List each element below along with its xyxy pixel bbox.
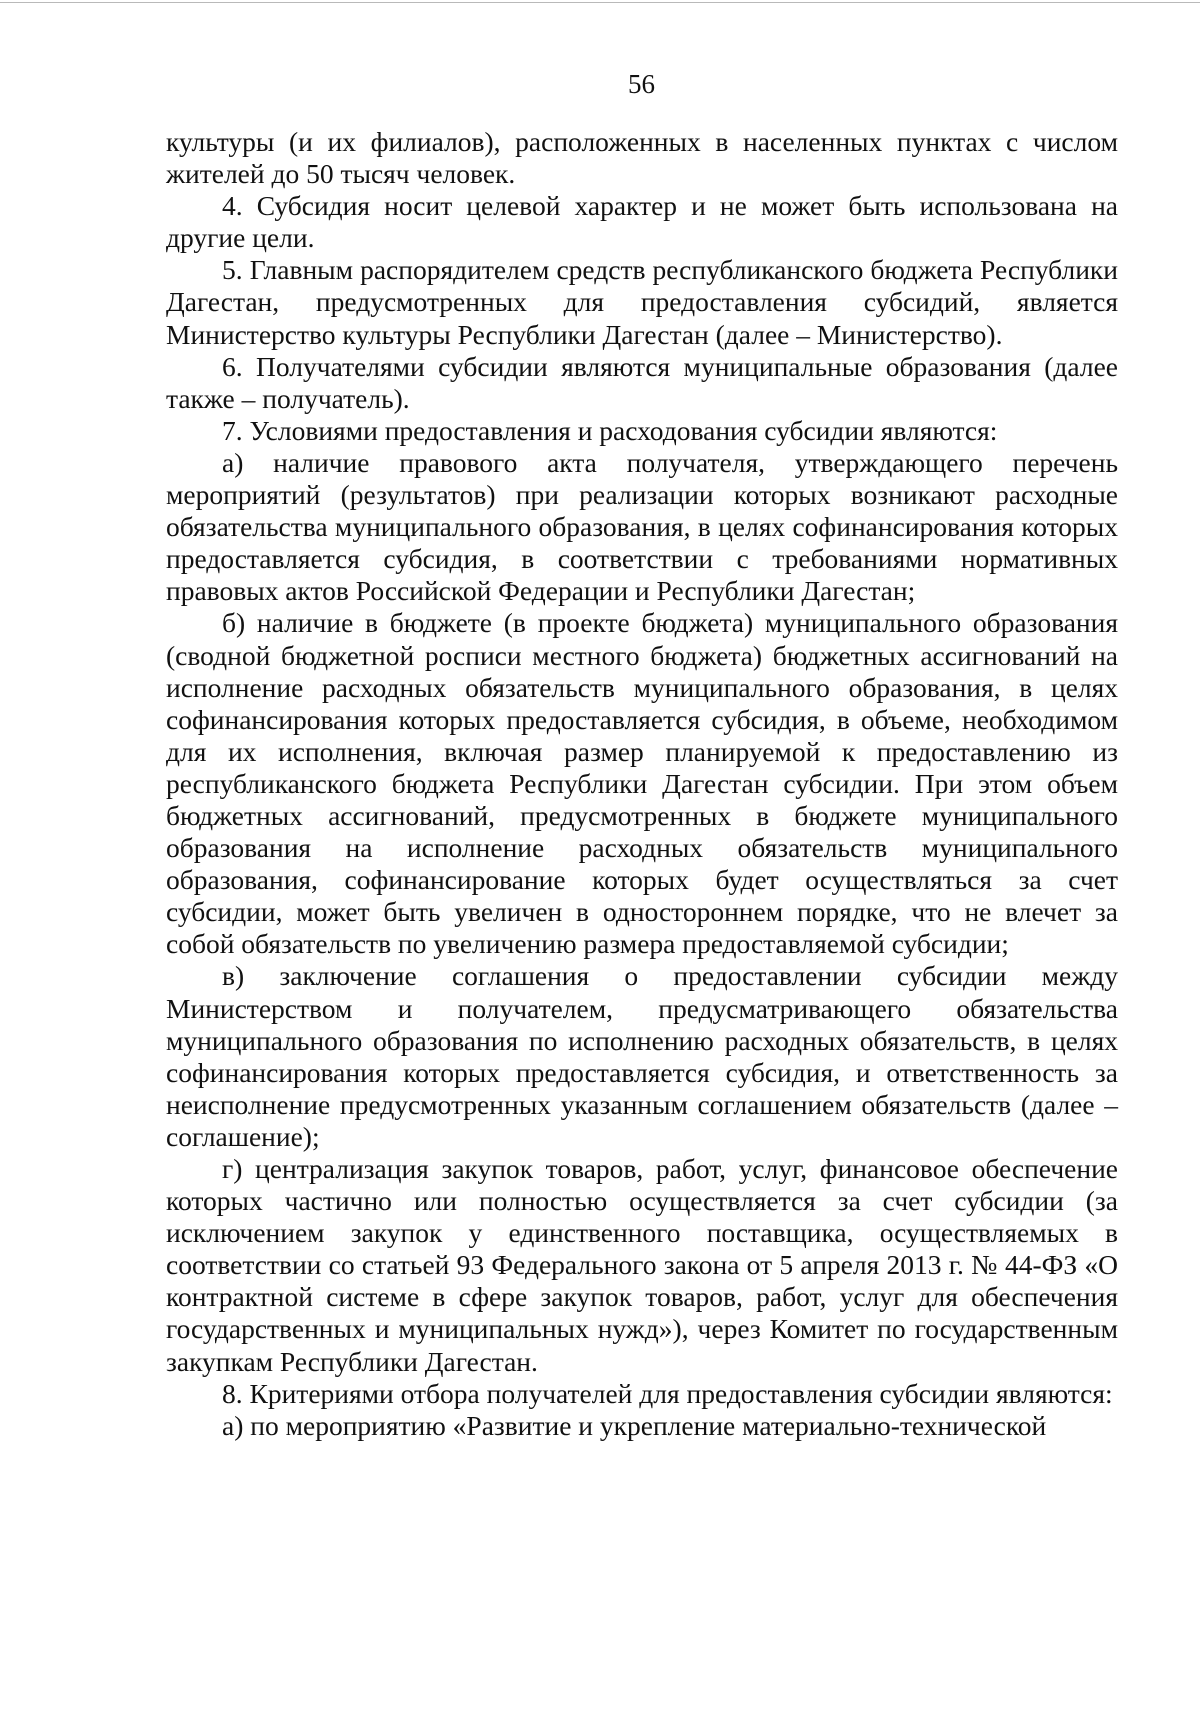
paragraph-7b: б) наличие в бюджете (в проекте бюджета) муниципального образования (сводной бюджетной росписи местного бюджета) бюджетных ассигнований на исполнение расходных обязательств муниципального образования, в целях софинансирования которых предоставляется субсидия, в объеме, необходимом для их исполнения, включая размер планируемой к предоставлению из республиканского бюджета Республики Дагестан субсидии. При этом объем бюджетных ассигнований, предусмотренных в бюджете муниципального образования на исполнение расходных обязательств муниципального образования, софинансирование которых будет осуществляться за счет субсидии, может быть увеличен в одностороннем порядке, что не влечет за собой обязательств по увеличению размера предоставляемой субсидии; <box>166 607 1118 960</box>
paragraph-6: 6. Получателями субсидии являются муниципальные образования (далее также – получатель). <box>166 350 1118 414</box>
paragraph-continuation: культуры (и их филиалов), расположенных в населенных пунктах с числом жителей до 50 тысяч человек. <box>166 126 1118 190</box>
document-body <box>166 126 1118 1442</box>
paragraph-8: 8. Критериями отбора получателей для предоставления субсидии являются: <box>222 1377 1113 1409</box>
paragraph-7: 7. Условиями предоставления и расходования субсидии являются: <box>222 414 998 446</box>
paragraph-5: 5. Главным распорядителем средств республиканского бюджета Республики Дагестан, предусмотренных для предоставления субсидий, является Министерство культуры Республики Дагестан (далее – Министерство). <box>166 254 1118 350</box>
paragraph-4: 4. Субсидия носит целевой характер и не может быть использована на другие цели. <box>166 190 1118 254</box>
page-number: 56 <box>628 69 655 99</box>
paragraph-7g: г) централизация закупок товаров, работ, услуг, финансовое обеспечение которых частично или полностью осуществляется за счет субсидии (за исключением закупок у единственного поставщика, осуществляемых в соответствии со статьей 93 Федерального закона от 5 апреля 2013 г. № 44-ФЗ «О контрактной системе в сфере закупок товаров, работ, услуг для обеспечения государственных и муниципальных нужд»), через Комитет по государственным закупкам Республики Дагестан. <box>166 1153 1118 1377</box>
paragraph-7v: в) заключение соглашения о предоставлении субсидии между Министерством и получателем, предусматривающего обязательства муниципального образования по исполнению расходных обязательств, в целях софинансирования которых предоставляется субсидия, и ответственность за неисполнение предусмотренных указанным соглашением обязательств (далее – соглашение); <box>166 960 1118 1152</box>
paragraph-7a: а) наличие правового акта получателя, утверждающего перечень мероприятий (результатов) при реализации которых возникают расходные обязательства муниципального образования, в целях софинансирования которых предоставляется субсидия, в соответствии с требованиями нормативных правовых актов Российской Федерации и Республики Дагестан; <box>166 446 1118 607</box>
paragraph-8a: а) по мероприятию «Развитие и укрепление материально-технической <box>222 1409 1047 1441</box>
scan-edge-line <box>0 2 1200 3</box>
